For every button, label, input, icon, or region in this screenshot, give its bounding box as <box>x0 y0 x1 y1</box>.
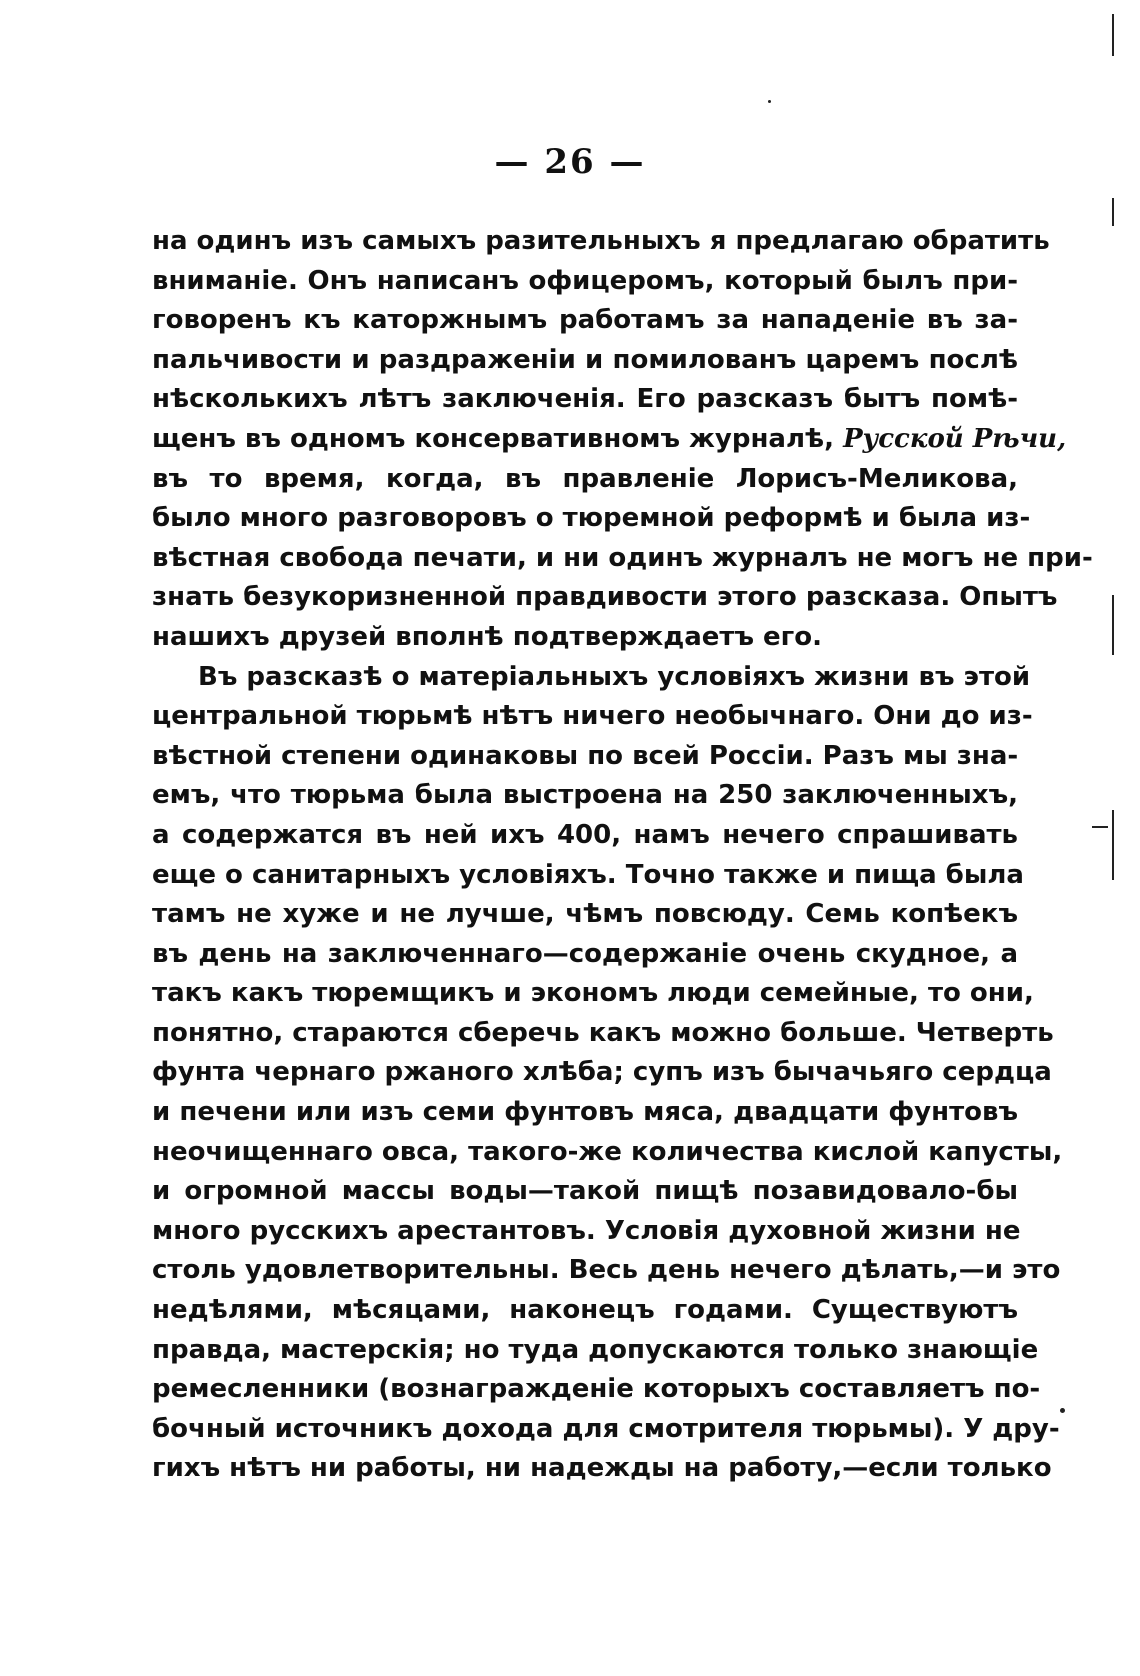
text-line: и печени или изъ семи фунтовъ мяса, двадцати фунтовъ <box>152 1097 1018 1128</box>
scan-mark <box>1112 198 1114 226</box>
text-line: на одинъ изъ самыхъ разительныхъ я предлагаю обратить <box>152 226 1050 256</box>
text-line: неочищеннаго овса, такого-же количества кислой капусты, <box>152 1136 1063 1167</box>
text-line: въ то время, когда, въ правленіе Лорисъ-Меликова, <box>152 463 1018 494</box>
text-line: было много разговоровъ о тюремной реформѣ и была из- <box>152 503 1031 534</box>
scan-mark <box>1112 595 1114 655</box>
text-line: а содержатся въ ней ихъ 400, намъ нечего спрашивать <box>152 819 1018 850</box>
text-line: Въ разсказѣ о матеріальныхъ условіяхъ жизни въ этой <box>198 661 1031 692</box>
journal-name: Русской Рѣчи, <box>843 423 1067 454</box>
text-line: фунта чернаго ржаного хлѣба; супъ изъ бычачьяго сердца <box>152 1057 1052 1088</box>
scan-mark <box>768 100 771 103</box>
text-line: пальчивости и раздраженіи и помилованъ царемъ послѣ <box>152 344 1018 375</box>
text-line: тамъ не хуже и не лучше, чѣмъ повсюду. Семь копѣекъ <box>152 899 1018 930</box>
text-line: и огромной массы воды—такой пищѣ позавидовало-бы <box>152 1176 1018 1207</box>
text-line: знать безукоризненной правдивости этого разсказа. Опытъ <box>152 582 1058 613</box>
page-number: — 26 — <box>494 142 646 182</box>
text-line: вниманіе. Онъ написанъ офицеромъ, который былъ при- <box>152 265 1018 296</box>
text-line: емъ, что тюрьма была выстроена на 250 заключенныхъ, <box>152 780 1018 811</box>
scan-mark <box>1112 810 1114 880</box>
text-line: вѣстной степени одинаковы по всей Россіи. Разъ мы зна- <box>152 740 1019 771</box>
text-line: столь удовлетворительны. Весь день нечего дѣлать,—и это <box>152 1255 1061 1286</box>
text-line: нѣсколькихъ лѣтъ заключенія. Его разсказъ бытъ помѣ- <box>152 384 1018 415</box>
text-segment: щенъ въ одномъ консервативномъ журналѣ, <box>152 423 835 454</box>
text-line: вѣстная свобода печати, и ни одинъ журналъ не могъ не при- <box>152 542 1093 573</box>
text-line: въ день на заключеннаго—содержаніе очень скудное, а <box>152 938 1018 969</box>
text-line: правда, мастерскія; но туда допускаются только знающіе <box>152 1334 1039 1365</box>
scan-mark <box>1092 826 1108 828</box>
text-line-with-journal <box>152 420 1067 460</box>
text-line: такъ какъ тюремщикъ и экономъ люди семейные, то они, <box>152 978 1034 1009</box>
text-line: понятно, стараются сберечь какъ можно больше. Четверть <box>152 1017 1054 1048</box>
text-line: гихъ нѣтъ ни работы, ни надежды на работу,—если только <box>152 1453 1052 1484</box>
body-text <box>152 222 1093 1489</box>
text-line: центральной тюрьмѣ нѣтъ ничего необычнаго. Они до из- <box>152 701 1033 732</box>
text-line: много русскихъ арестантовъ. Условія духовной жизни не <box>152 1215 1021 1246</box>
text-line: бочный источникъ дохода для смотрителя тюрьмы). У дру- <box>152 1413 1060 1444</box>
text-line: недѣлями, мѣсяцами, наконецъ годами. Существуютъ <box>152 1295 1018 1326</box>
text-line: нашихъ друзей вполнѣ подтверждаетъ его. <box>152 621 822 652</box>
scan-mark <box>1112 14 1114 56</box>
text-line: ремесленники (вознагражденіе которыхъ составляетъ по- <box>152 1374 1041 1405</box>
scan-mark <box>1060 1408 1065 1413</box>
text-line: еще о санитарныхъ условіяхъ. Точно также и пища была <box>152 859 1024 890</box>
text-line: говоренъ къ каторжнымъ работамъ за нападеніе въ за- <box>152 305 1018 336</box>
